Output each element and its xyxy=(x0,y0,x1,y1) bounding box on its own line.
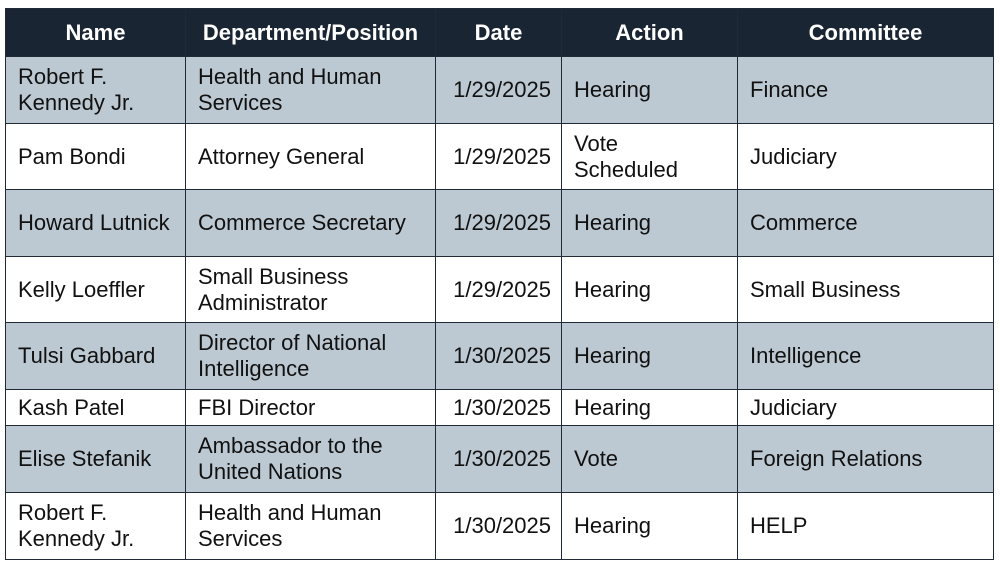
cell-committee: Judiciary xyxy=(738,390,994,426)
cell-name: Elise Stefanik xyxy=(6,426,186,493)
cell-name: Robert F. Kennedy Jr. xyxy=(6,493,186,560)
cell-committee: Small Business xyxy=(738,257,994,323)
cell-committee: Commerce xyxy=(738,190,994,257)
table-row xyxy=(6,257,994,323)
table-row xyxy=(6,323,994,390)
cell-position: Director of National Intelligence xyxy=(186,323,436,390)
cell-action: Vote xyxy=(562,426,738,493)
header-name: Name xyxy=(6,9,186,57)
cell-date: 1/29/2025 xyxy=(436,190,562,257)
table-row xyxy=(6,57,994,124)
cell-position: Small Business Administrator xyxy=(186,257,436,323)
header-committee: Committee xyxy=(738,9,994,57)
cell-name: Tulsi Gabbard xyxy=(6,323,186,390)
cell-action: Hearing xyxy=(562,257,738,323)
cell-action: Hearing xyxy=(562,190,738,257)
cell-action: Hearing xyxy=(562,493,738,560)
table-row xyxy=(6,426,994,493)
cell-committee: Foreign Relations xyxy=(738,426,994,493)
cell-action: Hearing xyxy=(562,390,738,426)
header-row xyxy=(6,9,994,57)
cell-date: 1/29/2025 xyxy=(436,57,562,124)
cell-position: FBI Director xyxy=(186,390,436,426)
cell-position: Attorney General xyxy=(186,124,436,190)
cell-position: Health and Human Services xyxy=(186,493,436,560)
cell-name: Kelly Loeffler xyxy=(6,257,186,323)
cell-name: Howard Lutnick xyxy=(6,190,186,257)
cell-action: Hearing xyxy=(562,323,738,390)
cell-date: 1/29/2025 xyxy=(436,124,562,190)
cell-date: 1/30/2025 xyxy=(436,323,562,390)
cell-committee: Finance xyxy=(738,57,994,124)
cell-date: 1/30/2025 xyxy=(436,426,562,493)
cell-committee: Intelligence xyxy=(738,323,994,390)
table-row xyxy=(6,493,994,560)
header-date: Date xyxy=(436,9,562,57)
cell-name: Robert F. Kennedy Jr. xyxy=(6,57,186,124)
cell-committee: HELP xyxy=(738,493,994,560)
cell-committee: Judiciary xyxy=(738,124,994,190)
cell-date: 1/30/2025 xyxy=(436,390,562,426)
cell-date: 1/29/2025 xyxy=(436,257,562,323)
cell-position: Commerce Secretary xyxy=(186,190,436,257)
table-row xyxy=(6,190,994,257)
header-action: Action xyxy=(562,9,738,57)
cell-position: Ambassador to the United Nations xyxy=(186,426,436,493)
cell-name: Kash Patel xyxy=(6,390,186,426)
table-row xyxy=(6,390,994,426)
header-position: Department/Position xyxy=(186,9,436,57)
cell-date: 1/30/2025 xyxy=(436,493,562,560)
cell-action: Vote Scheduled xyxy=(562,124,738,190)
table-row xyxy=(6,124,994,190)
cell-position: Health and Human Services xyxy=(186,57,436,124)
cell-name: Pam Bondi xyxy=(6,124,186,190)
nominations-table xyxy=(5,8,994,560)
cell-action: Hearing xyxy=(562,57,738,124)
